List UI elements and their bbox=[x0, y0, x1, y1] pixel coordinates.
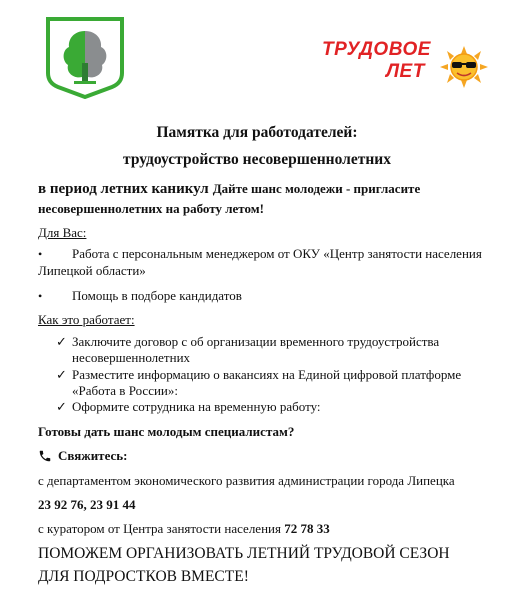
closing-line2: ДЛЯ ПОДРОСТКОВ ВМЕСТЕ! bbox=[38, 568, 249, 585]
intro-rest: Дайте шанс молодежи - пригласите bbox=[212, 181, 421, 196]
for-you-item-1-line2: Липецкой области» bbox=[38, 263, 146, 278]
contact-dept-line: с департаментом экономического развития администрации города Липецка bbox=[38, 473, 455, 488]
how-item-2-line1: Разместите информацию о вакансиях на Единой цифровой платформе bbox=[72, 367, 462, 382]
how-item-1-line1: Заключите договор с об организации временного трудоустройства bbox=[72, 334, 440, 349]
contact-curator-line bbox=[38, 521, 330, 538]
checkmark-icon: ✓ bbox=[56, 399, 67, 414]
how-heading: Как это работает: bbox=[38, 312, 135, 327]
bullet-icon: • bbox=[38, 247, 43, 261]
logo-text-line1: ТРУДОВОЕ bbox=[322, 39, 431, 60]
logo-trudovoe-leto bbox=[322, 40, 494, 92]
sun-with-sunglasses-icon bbox=[436, 44, 492, 90]
how-item-1-line2: несовершеннолетних bbox=[72, 350, 191, 365]
intro-line2: несовершеннолетних на работу летом! bbox=[38, 201, 264, 216]
page-title-line2: трудоустройство несовершеннолетних bbox=[123, 151, 391, 168]
phone-icon bbox=[38, 449, 52, 463]
for-you-heading: Для Вас: bbox=[38, 225, 87, 240]
checkmark-icon: ✓ bbox=[56, 367, 67, 382]
contact-dept-phones: 23 92 76, 23 91 44 bbox=[38, 497, 136, 512]
for-you-item-1-line1: Работа с персональным менеджером от ОКУ «Центр занятости населения bbox=[72, 246, 482, 261]
how-item-2-line2: «Работа в России»: bbox=[72, 383, 178, 398]
bullet-icon: • bbox=[38, 289, 43, 303]
page-title-line1: Памятка для работодателей: bbox=[156, 124, 358, 141]
question-text: Готовы дать шанс молодым специалистам? bbox=[38, 424, 295, 439]
for-you-item-2: Помощь в подборе кандидатов bbox=[72, 288, 242, 303]
logo-tree-shield-icon bbox=[44, 17, 126, 99]
intro-lead: в период летних каникул bbox=[38, 181, 209, 197]
logo-text-line2: ЛЕТ bbox=[386, 61, 425, 82]
how-item-3: Оформите сотрудника на временную работу: bbox=[72, 399, 321, 414]
intro-line1 bbox=[38, 180, 420, 198]
contact-curator-text: с куратором от Центра занятости населения bbox=[38, 521, 281, 536]
contact-curator-phone: 72 78 33 bbox=[284, 521, 330, 536]
closing-line1: ПОМОЖЕМ ОРГАНИЗОВАТЬ ЛЕТНИЙ ТРУДОВОЙ СЕЗОН bbox=[38, 545, 450, 562]
contact-heading: Свяжитесь: bbox=[58, 448, 128, 463]
checkmark-icon: ✓ bbox=[56, 334, 67, 349]
